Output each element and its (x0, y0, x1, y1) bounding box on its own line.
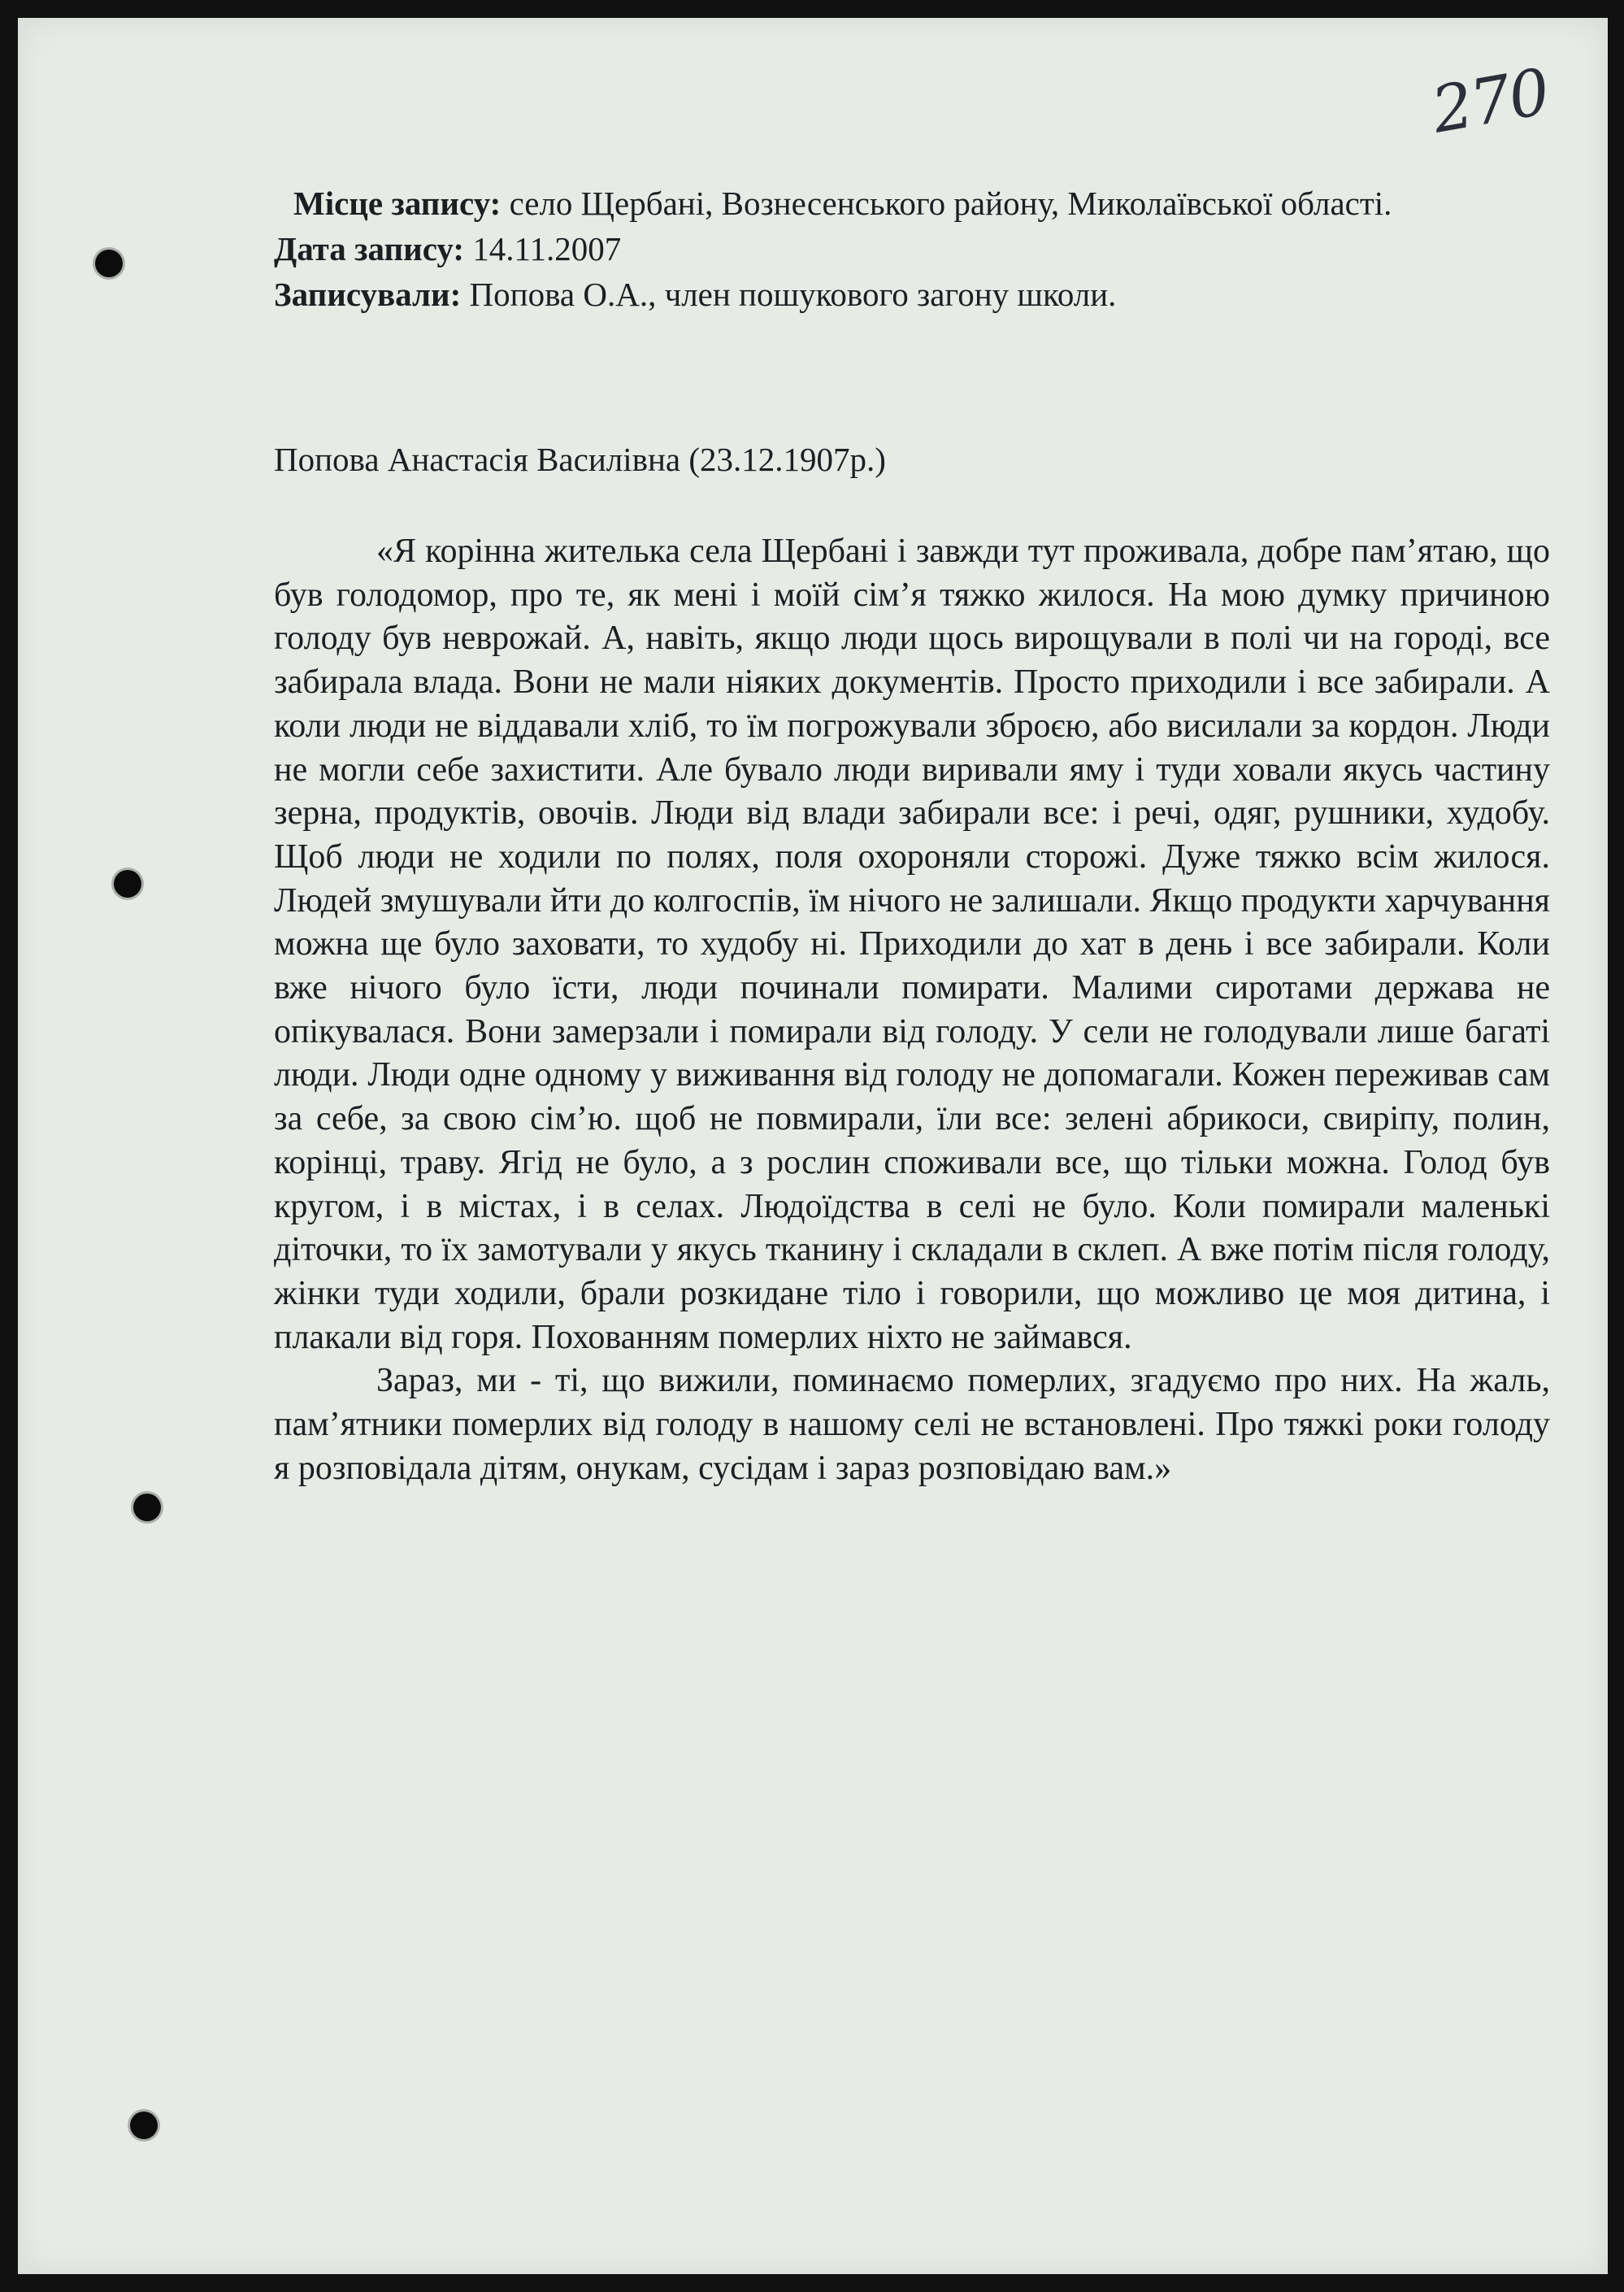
record-place (274, 180, 1550, 226)
date-value: 14.11.2007 (472, 230, 622, 267)
date-label: Дата запису: (274, 230, 464, 267)
record-recorders (274, 272, 1550, 317)
record-date (274, 226, 1550, 272)
testimony-paragraph: Зараз, ми - ті, що вижили, поминаємо померлих, згадуємо про них. На жаль, пам’ятники померлих від голоду в нашому селі не встановлені. Про тяжкі роки голоду я розповідала дітям, онукам, сусідам і зараз розповідаю вам.» (274, 1362, 1550, 1487)
place-value: село Щербані, Вознесенського району, Миколаївської області. (509, 185, 1392, 222)
testimony-paragraph: «Я корінна жителька села Щербані і завжди тут проживала, добре пам’ятаю, що був голодомор, про те, як мені і моїй сім’я тяжко жилося. На мою думку причиною голоду був неврожай. А, навіть, якщо люди щось вирощували в полі чи на городі, все забирала влада. Вони не мали ніяких документів. Просто приходили і все забирали. А коли люди не віддавали хліб, то їм погрожували зброєю, або висилали за кордон. Люди не могли себе захистити. Але бувало люди виривали яму і туди ховали якусь частину зерна, продуктів, овочів. Люди від влади забирали все: і речі, одяг, рушники, худобу. Щоб люди не ходили по полях, поля охороняли сторожі. Дуже тяжко всім жилося. Людей змушували йти до колгоспів, їм нічого не залишали. Якщо продукти харчування можна ще було заховати, то худобу ні. Приходили до хат в день і все забирали. Коли вже нічого було їсти, люди починали помирати. Малими сиротами держава не опікувалася. Вони замерзали і помирали від голоду. У сели не голодували лише багаті люди. Люди одне одному у виживання від голоду не допомагали. Кожен переживав сам за себе, за свою сім’ю. щоб не повмирали, їли все: зелені абрикоси, свиріпу, полин, корінці, траву. Ягід не було, а з рослин споживали все, що тільки можна. Голод був кругом, і в містах, і в селах. Людоїдства в селі не було. Коли помирали маленькі діточки, то їх замотували у якусь тканину і складали в склеп. А вже потім після голоду, жінки туди ходили, брали розкидане тіло і говорили, що можливо це моя дитина, і плакали від горя. Похованням померлих ніхто не займався. (274, 533, 1550, 1356)
punch-hole (114, 870, 141, 898)
punch-hole (133, 1494, 161, 1521)
testimony-text (274, 530, 1550, 1490)
recorders-value: Попова О.А., член пошукового загону школи. (469, 276, 1117, 313)
recorders-label: Записували: (274, 276, 462, 313)
document-page (18, 18, 1608, 2274)
place-label: Місце запису: (293, 185, 502, 222)
record-metadata (274, 180, 1550, 317)
punch-hole (95, 250, 123, 277)
punch-hole (130, 2112, 158, 2139)
folio-number: 270 (1426, 55, 1554, 148)
respondent-name: Попова Анастасія Василівна (23.12.1907р.) (274, 441, 886, 478)
